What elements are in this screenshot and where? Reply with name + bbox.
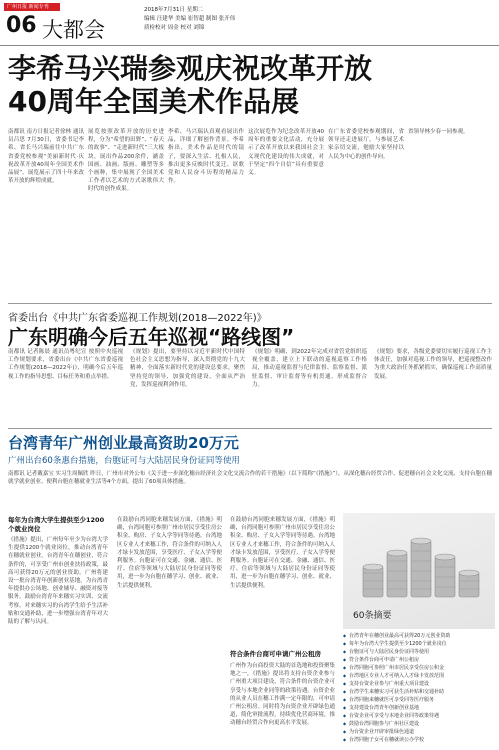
- section-name: 大都会: [42, 18, 105, 42]
- story2-column-4: [374, 348, 492, 424]
- story2-column-1: [8, 348, 123, 424]
- summary-item: ◆ 台湾同胞可参照广州市居民享受住房公积金: [343, 664, 495, 672]
- story1-column-2: [88, 128, 164, 298]
- page-number: 06: [6, 13, 37, 38]
- story3-column-2-text: 在鼓励台湾同胞来穗发展方面，《措施》明确，台湾同胞可参照广州市居民享受住房公积金、购房、子女入学等同等待遇。台湾地区专业人才来穗工作，符合条件的可纳入人才绿卡发放范围，享受医疗、子女入学等便利服务。台胞证可在交通、金融、通信、医疗、住宿等领域与大陆居民身份证同等使用，进一步为台胞在穗学习、创业、就业、生活提供便利。: [117, 517, 222, 589]
- story1-column-5: [328, 128, 404, 298]
- story2-paragraph-4: 《规划》要求，各级党委要切实履行巡视工作主体责任，加强对巡视工作的领导，把巡视整改作为重大政治任务抓紧抓实，确保巡视工作高质量发展。: [374, 349, 492, 380]
- story3-column-3a: [230, 516, 335, 646]
- story1-paragraph-5: 在广东省委党校参观期间，省领导还走进展厅，与参展艺术家亲切交流，勉励大家坚持以人民为中心的创作导向。: [328, 129, 404, 160]
- story1-headline-line2: 40周年全国美术作品展: [8, 85, 299, 118]
- story3-column-1-text: 《措施》提出，广州每年至少为台湾大学生提供1200个就业岗位，推动台湾青年在穗就业创业。台湾青年在穗创业，符合条件的，可享受广州市创业扶持政策，最高可获得20万元的创业资助。广州将建设一批台湾青年创新创业基地，为台湾青年提供办公场地、创业辅导、融资对接等服务，鼓励台湾青年来穗实习实训、交流考察，对来穗实习的台湾学生给予生活补贴和交通补助，进一步增强台湾青年对大陆的了解与认同。: [8, 537, 108, 626]
- summary-item: ◆ 台湾地区专业人才可纳入人才绿卡发放范围: [343, 672, 495, 680]
- story3-subheadline: 广州出台60条惠台措施，台胞证可与大陆居民身份证同等使用: [8, 456, 240, 466]
- brand-tab-label: 广州日报 新闻专刊: [7, 4, 49, 10]
- story3-lead-text: 南都讯 记者戴嘉宝 实习生周佩欣 昨日，广州市对外公布《关于进一步深化穗台经济社会文化交流合作的若干措施》（以下简称“《措施》”），从深化穗台经贸合作、促进穗台社会文化交流、支持台胞在穗就学就业创业、便利台胞在穗就业生活等4个方面，提出了60项具体措施。: [8, 471, 492, 486]
- proof-line: 质检校对 周金 校对 刘锦: [144, 25, 205, 31]
- section-divider-1: [8, 303, 492, 304]
- summary-item: ◆ 台胞证可与大陆居民身份证同等使用: [343, 648, 495, 656]
- story1-paragraph-2: 展览按照改革开放的历史进程，分为“希望的田野”、“春天的故事”、“走进新时代”三大板块，展出作品200余件，涵盖国画、油画、版画、雕塑等多个画种，集中展现了全国美术工作者以艺术的方式讴歌伟大时代的创作成果。: [88, 129, 164, 193]
- summary-item: ◆ 符合条件台商可申请广州公租房: [343, 656, 495, 664]
- story1-column-1: [8, 128, 84, 298]
- editor-line: 编辑 汪建华 美编 崔智超 制图 张开伟: [144, 16, 236, 22]
- summary-item: ◆ 每年为台湾大学生提供至少1200个就业岗位: [343, 640, 495, 648]
- story3-column-3b-text: 广州作为台商投资大陆的首选地和投资聚集地之一，《措施》提出将支持台资企业参与广州重大项目建设，符合条件的台资企业可享受与本地企业同等的政策待遇。台资企业的从业人员在穗工作满一定年限的，可申请广州公租房。同时将为台资企业开辟绿色通道，简化审批流程，持续优化营商环境，推动穗台经贸合作向更高水平发展。: [230, 663, 335, 727]
- summary-item: ◆ 台湾青年在穗创业最高可获得20万元创业资助: [343, 632, 495, 640]
- summary-item: ◆ 台资企业可享受与本地企业同等政策待遇: [343, 712, 495, 720]
- summary-item: ◆ 支持台资企业参与广州重大项目建设: [343, 680, 495, 688]
- story2-column-3: [252, 348, 367, 424]
- image-caption: 60条摘要: [353, 611, 392, 621]
- date-line: 2018年7月31日 星期二: [144, 7, 204, 13]
- story2-paragraph-2: 《规划》提出，要坚持以习近平新时代中国特色社会主义思想为指导，深入贯彻党的十九大精神，全面落实新时代党的建设总要求，聚焦坚持党的领导、加强党的建设、全面从严治党，发挥巡视利剑作用。: [130, 349, 245, 388]
- story3-subhead-1: 每年为台湾大学生提供至少1200个就业岗位: [8, 516, 105, 533]
- page-masthead: [0, 0, 499, 46]
- coin-stacks-illustration: [343, 513, 495, 629]
- edition-info: [144, 6, 235, 33]
- measures-summary-list: [343, 632, 495, 744]
- story1-paragraph-1: 南都讯 南方日报记者徐林 通讯员吕思 7月30日，省委书记李希、省长马兴瑞前往中共广东省委党校参观“美丽新时代·庆祝改革开放40周年全国美术作品展”。展览展示了四十年来改革开放的辉煌成就。: [8, 129, 84, 185]
- story1-column-6: [408, 128, 492, 298]
- story2-paragraph-3: 《规划》明确，到2022年完成对省管党组织巡视全覆盖，建立上下联动的巡视巡察工作格局，推动巡视监督与纪律监督、监察监督、派驻监督、审计监督等有机贯通，形成监督合力。: [252, 349, 367, 388]
- section-divider-2: [8, 428, 492, 429]
- summary-item: ◆ 鼓励台湾同胞参与广州社区建设: [343, 720, 495, 728]
- story2-headline: 广东明确今后五年巡视“路线图”: [8, 325, 295, 349]
- story3-subhead-2: 符合条件台商可申请广州公租房: [230, 650, 321, 658]
- summary-item: ◆ 为台资企业开辟审批绿色通道: [343, 728, 495, 736]
- story1-paragraph-3: 李希、马兴瑞认真观看展出作品，详细了解创作背景。李希指出，美术作品是时代的镜子，要深入生活、扎根人民，推出更多反映时代变迁、讴歌党和人民奋斗历程的精品力作。: [168, 129, 244, 185]
- coin-stacks-icon: [351, 523, 487, 603]
- summary-item: ◆ 支持建设台湾青年创新创业基地: [343, 704, 495, 712]
- story1-column-4: [248, 128, 324, 298]
- story1-headline-line1: 李希马兴瑞参观庆祝改革开放: [8, 52, 373, 85]
- story3-column-1: [8, 536, 108, 746]
- story2-paragraph-1: 南都讯 记者陈晨 通讯员粤纪宣 按照中央巡视工作规划要求，省委出台《中共广东省委巡视工作规划(2018—2022年)》，明确今后五年巡视工作的指导思想、目标任务和重点举措。: [8, 349, 123, 380]
- summary-item: ◆ 台湾学生来穗实习可获生活补贴和交通补助: [343, 688, 495, 696]
- story3-headline: 台湾青年广州创业最高资助20万元: [8, 434, 239, 452]
- story1-paragraph-6: 省领导林少春一同参观。: [408, 129, 469, 135]
- story1-column-3: [168, 128, 244, 298]
- brand-tab: [4, 3, 60, 11]
- story3-lead: [8, 470, 492, 510]
- story3-column-2: [117, 516, 222, 746]
- summary-item: ◆ 台湾同胞子女可在穗就读公办学校: [343, 736, 495, 744]
- summary-item: ◆ 台湾同胞来穗就医可享受同等医疗服务: [343, 696, 495, 704]
- story1-headline: [8, 52, 492, 118]
- story2-column-2: [130, 348, 245, 424]
- story1-paragraph-4: 这次展览作为纪念改革开放40周年的重要文化活动，充分展示了改革开放以来我国社会主义现代化建设的伟大成就，对于坚定“四个自信”具有重要意义。: [248, 129, 324, 177]
- story3-column-3b: [230, 662, 335, 746]
- story3-column-3a-text: 在鼓励台湾同胞来穗发展方面，《措施》明确，台湾同胞可参照广州市居民享受住房公积金、购房、子女入学等同等待遇。台湾地区专业人才来穗工作，符合条件的可纳入人才绿卡发放范围，享受医疗、子女入学等便利服务。台胞证可在交通、金融、通信、医疗、住宿等领域与大陆居民身份证同等使用，进一步为台胞在穗学习、创业、就业、生活提供便利。: [230, 517, 335, 589]
- story2-kicker: 省委出台《中共广东省委巡视工作规划(2018—2022年)》: [8, 313, 267, 324]
